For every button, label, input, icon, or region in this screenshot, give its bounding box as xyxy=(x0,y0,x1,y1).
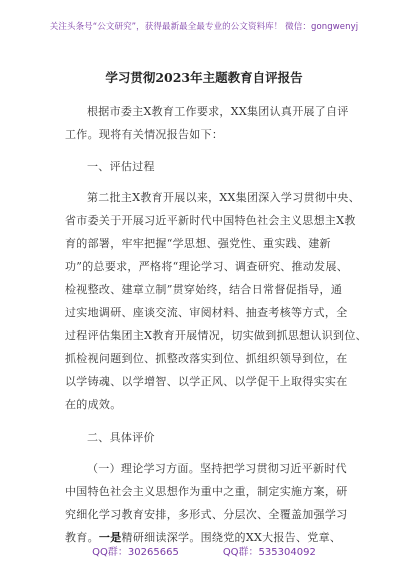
paragraph-line: 省市委关于开展习近平新时代中国特色社会主义思想主X教 xyxy=(65,214,356,227)
paragraph-line: 检视整改、建章立制”贯穿始终，结合日常督促指导，通 xyxy=(65,283,343,296)
footer-contact xyxy=(0,543,408,558)
qq-group-1: QQ群：30265665 xyxy=(92,547,179,558)
document-title: 学习贯彻2023年主题教育自评报告 xyxy=(105,70,303,85)
qq-group-2: QQ群：535304092 xyxy=(222,547,316,558)
paragraph-line: 育的部署，牢牢把握“学思想、强党性、重实践、建新 xyxy=(65,237,331,250)
paragraph-line: 抓检视问题到位、抓整改落实到位、抓组织领导到位，在 xyxy=(65,352,348,365)
paragraph-line: 工作。现将有关情况报告如下： xyxy=(65,128,224,141)
paragraph-line: 过实地调研、座谈交流、审阅材料、抽查考核等方式，全 xyxy=(65,306,348,319)
paragraph-line: 在的成效。 xyxy=(65,398,122,411)
header-banner: 关注头条号“公文研究”，获得最新最全最专业的公文资料库！ 微信：gongwenyj xyxy=(49,22,359,32)
paragraph-line: 第二批主X教育开展以来，XX集团深入学习贯彻中央、 xyxy=(87,191,360,204)
paragraph-line: （一）理论学习方面。坚持把学习贯彻习近平新时代 xyxy=(87,462,347,475)
paragraph-line: 功”的总要求，严格将“理论学习、调查研究、推动发展、 xyxy=(65,260,349,273)
paragraph-line: 究细化学习教育安排，多形式、分层次、全覆盖加强学习 xyxy=(65,508,348,521)
section-heading: 二、具体评价 xyxy=(87,431,155,444)
emphasis-text: 一是 xyxy=(98,531,122,544)
section-heading: 一、评估过程 xyxy=(87,160,155,173)
paragraph-text: 教育。 xyxy=(65,531,99,544)
paragraph-line: 中国特色社会主义思想作为重中之重，制定实施方案，研 xyxy=(65,485,348,498)
paragraph-text: 精研细读深学。围绕党的XX大报告、党章、 xyxy=(121,531,342,544)
paragraph-line: 以学铸魂、以学增智、以学正风、以学促干上取得实实在 xyxy=(65,375,348,388)
paragraph-line: 根据市委主X教育工作要求，XX集团认真开展了自评 xyxy=(87,105,349,118)
paragraph-line: 过程评估集团主X教育开展情况，切实做到抓思想认识到位、 xyxy=(65,329,367,342)
